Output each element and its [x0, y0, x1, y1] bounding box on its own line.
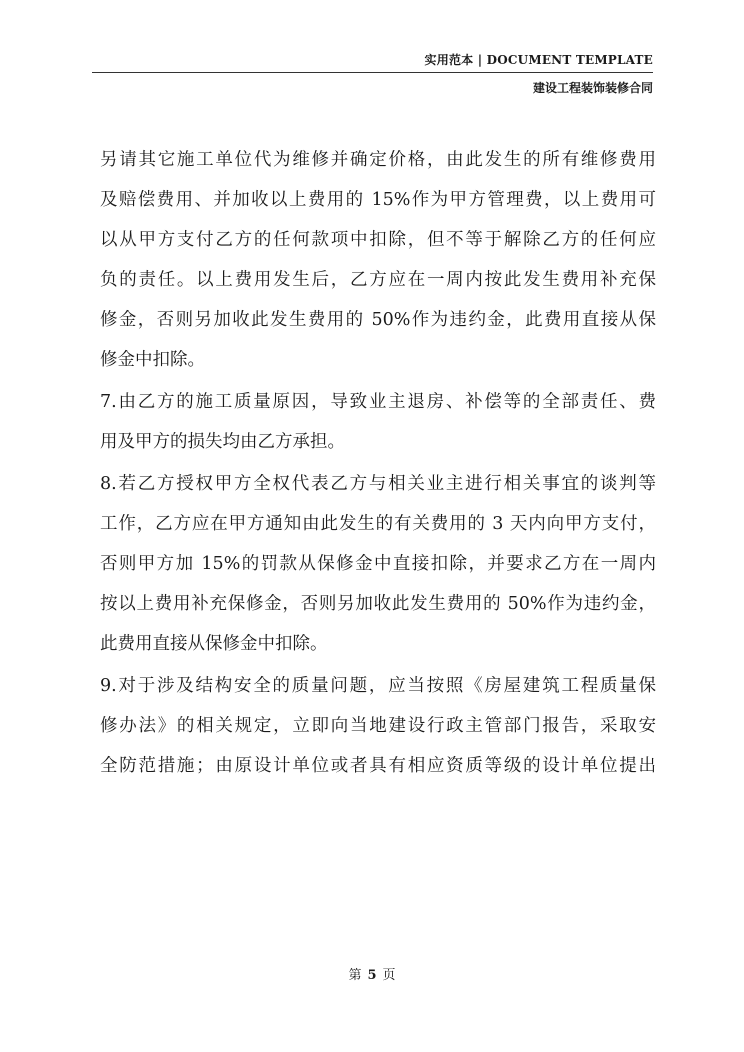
clause-9-line: 全防范措施；由原设计单位或者具有相应资质等级的设计单位提出 [100, 756, 656, 776]
body-line: 负的责任。以上费用发生后，乙方应在一周内按此发生费用补充保 [100, 270, 656, 290]
clause-9-line: 9.对于涉及结构安全的质量问题，应当按照《房屋建筑工程质量保 [100, 676, 656, 696]
page-header [96, 48, 653, 101]
body-line: 修金中扣除。 [100, 350, 205, 370]
clause-8-line: 此费用直接从保修金中扣除。 [100, 634, 328, 654]
page-number: 5 [367, 968, 377, 983]
clause-7-line: 用及甲方的损失均由乙方承担。 [100, 432, 345, 452]
clause-7-line: 7.由乙方的施工质量原因，导致业主退房、补偿等的全部责任、费 [100, 392, 656, 412]
clause-8-line: 工作，乙方应在甲方通知由此发生的有关费用的 3 天内向甲方支付， [100, 514, 656, 534]
header-divider [92, 72, 653, 73]
body-line: 及赔偿费用、并加收以上费用的 15%作为甲方管理费，以上费用可 [100, 190, 656, 210]
header-template-label: 实用范本 | DOCUMENT TEMPLATE [424, 53, 653, 67]
clause-8-line: 否则甲方加 15%的罚款从保修金中直接扣除，并要求乙方在一周内 [100, 554, 656, 574]
clause-9-line: 修办法》的相关规定，立即向当地建设行政主管部门报告，采取安 [100, 716, 656, 736]
document-body [100, 140, 656, 786]
body-line: 另请其它施工单位代为维修并确定价格，由此发生的所有维修费用 [100, 150, 656, 170]
page-suffix: 页 [382, 968, 396, 983]
page-prefix: 第 [348, 968, 362, 983]
clause-8-line: 按以上费用补充保修金，否则另加收此发生费用的 50%作为违约金， [100, 594, 656, 614]
header-document-title: 建设工程装饰装修合同 [532, 81, 653, 95]
body-line: 修金，否则另加收此发生费用的 50%作为违约金，此费用直接从保 [100, 310, 656, 330]
body-line: 以从甲方支付乙方的任何款项中扣除，但不等于解除乙方的任何应 [100, 230, 656, 250]
clause-8-line: 8.若乙方授权甲方全权代表乙方与相关业主进行相关事宜的谈判等 [100, 474, 656, 494]
page-footer [0, 964, 744, 983]
